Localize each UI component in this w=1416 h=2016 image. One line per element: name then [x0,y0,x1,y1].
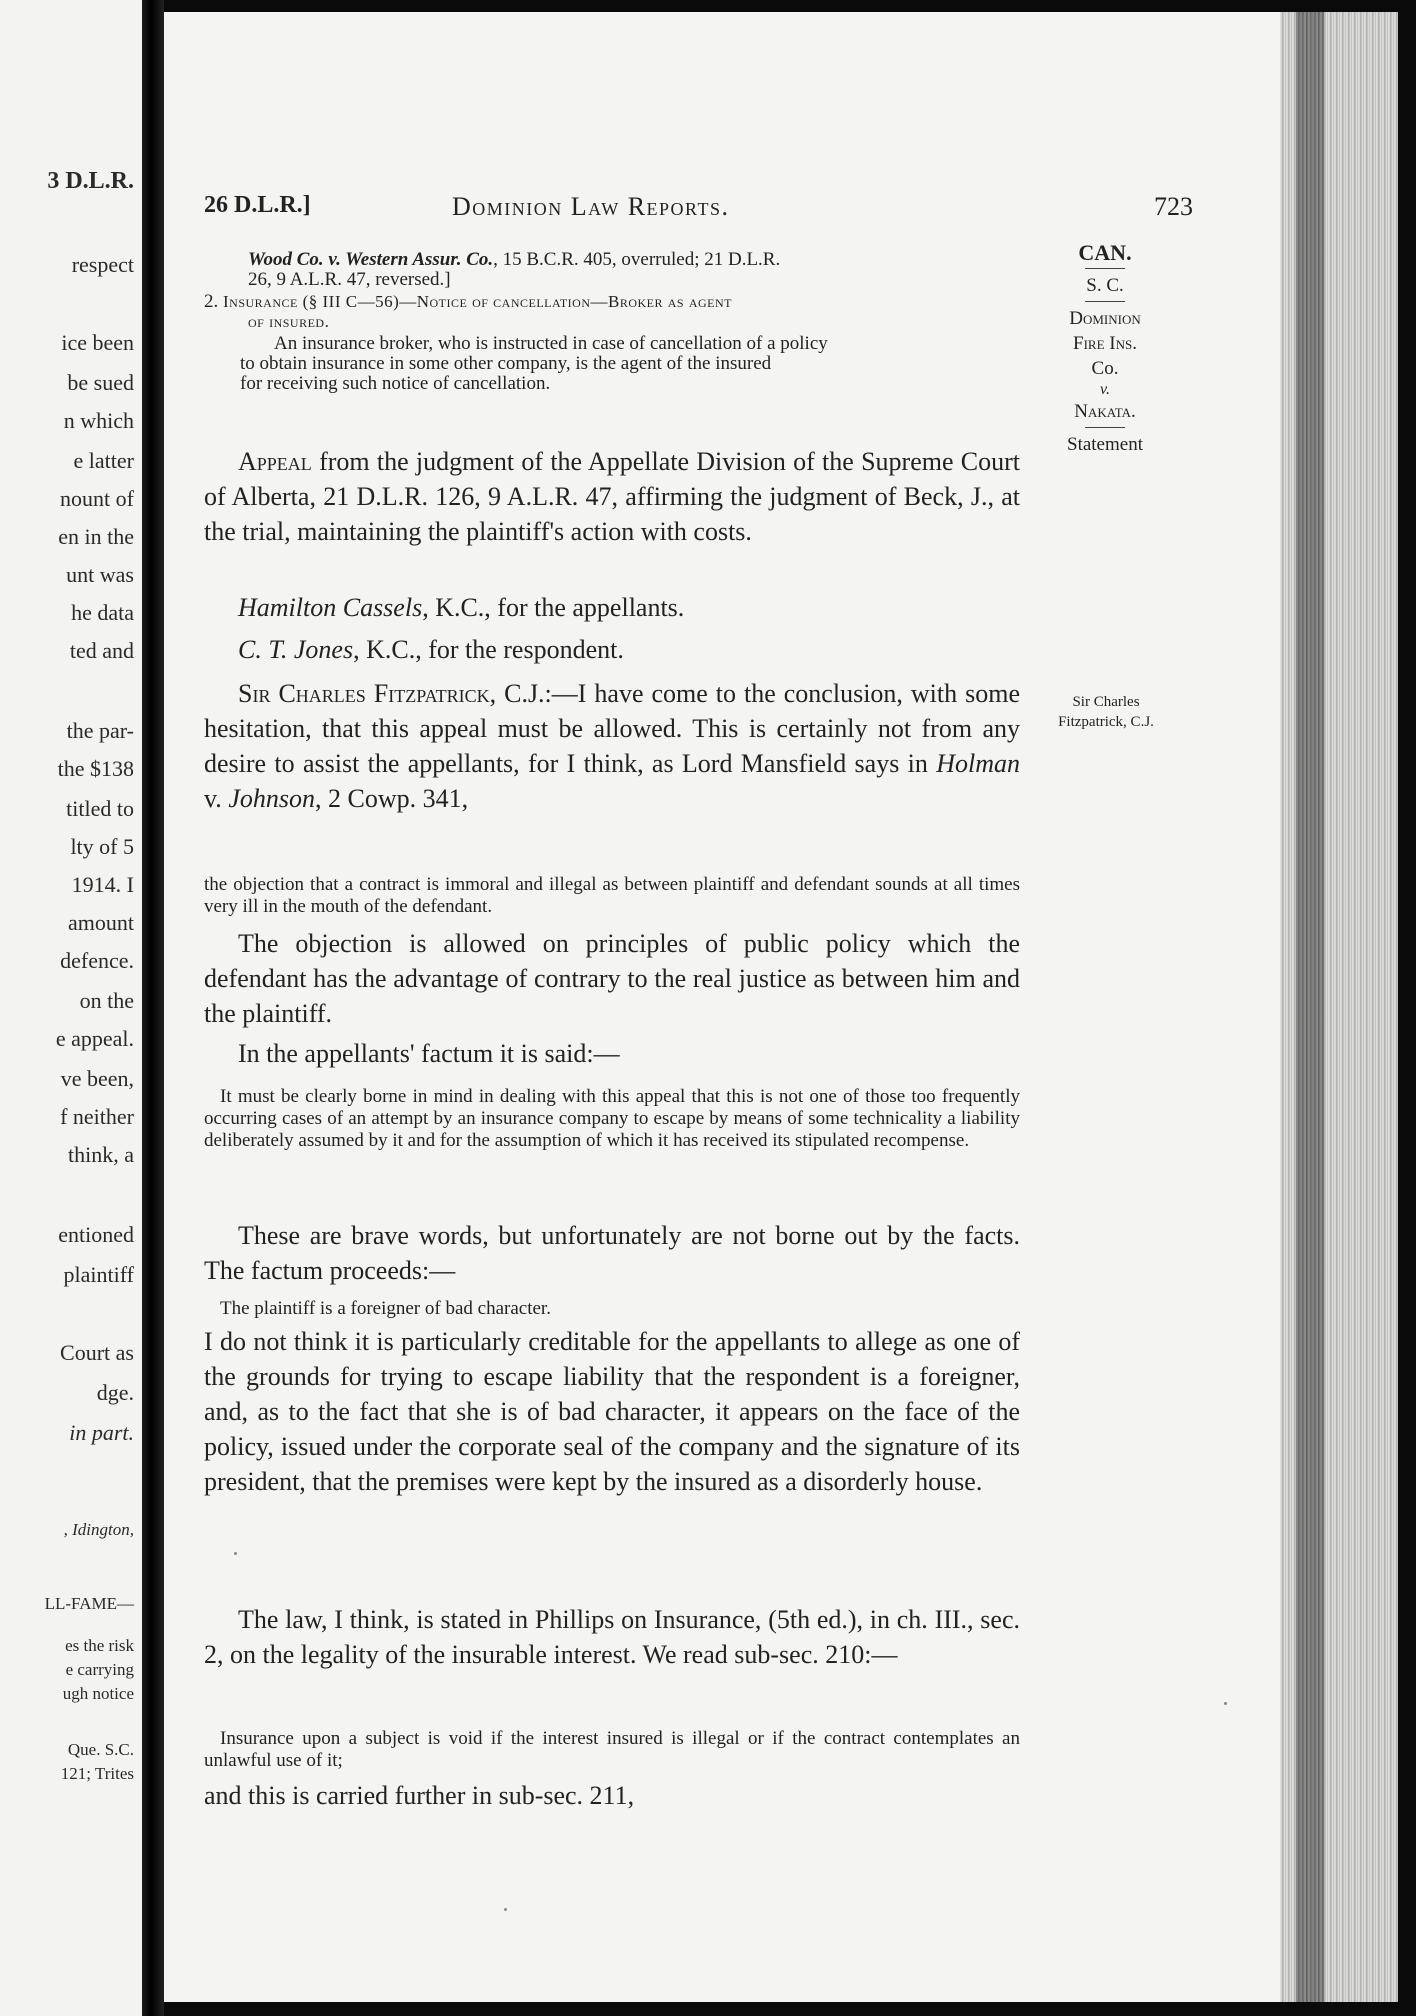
main-page [164,12,1280,2002]
counsel-appellants: Hamilton Cassels, K.C., for the appellants. [238,593,685,622]
book-gutter [142,0,164,2016]
page-edges [1280,12,1398,2002]
left-page-fragment: entioned [58,1222,134,1247]
headnote-line: Wood Co. v. Western Assur. Co., 15 B.C.R. 405, overruled; 21 D.L.R. [248,249,781,270]
margin-notes: CAN. S. C. Dominion Fire Ins. Co. v. Nakata. Statement [1067,240,1143,455]
headnote-line: 26, 9 A.L.R. 47, reversed.] [248,269,451,290]
headnote-line: to obtain insurance in some other company, is the agent of the insured [240,353,772,374]
quote-mansfield: the objection that a contract is immoral and illegal as between plaintiff and defendant sounds at all times very ill in the mouth of the defendant. [204,874,1020,917]
page-number: 723 [1154,192,1193,221]
left-page-fragment: the par- [66,718,134,743]
left-page-fragment: think, a [68,1142,134,1167]
headnote-line: An insurance broker, who is instructed in case of cancellation of a policy [274,333,828,354]
paragraph-creditable: I do not think it is particularly creditable for the appellants to allege as one of the grounds for trying to escape liability that the respondent is a foreigner, and, as to the fact that she is of bad character, it appears on the face of the policy, issued under the corporate seal of the company and the signature of its president, that the premises were kept by the insured as a disorderly house. [204,1327,1020,1496]
left-page-fragment: amount [68,910,134,935]
appeal-paragraph: Appeal from the judgment of the Appellate Division of the Supreme Court of Alberta, 21 D.L.R. 126, 9 A.L.R. 47, affirming the judgment of Beck, J., at the trial, maintaining the plaintiff's action with costs. [204,447,1020,546]
quote-factum: It must be clearly borne in mind in dealing with this appeal that this is not one of those too frequently occurring cases of an attempt by an insurance company to escape by means of some technicality a liability deliberately assumed by it and for the assumption of which it has received its stipulated recompense. [204,1086,1020,1151]
left-page-fragment: e carrying [65,1660,134,1679]
left-page-fragment: on the [79,988,134,1013]
left-page [0,0,142,2016]
left-page-fragment: defence. [60,948,134,973]
left-page-fragment: 1914. I [71,872,134,897]
left-page-fragment: e appeal. [55,1026,134,1051]
counsel-respondent: C. T. Jones, K.C., for the respondent. [238,635,624,664]
left-page-fragment: e latter [73,448,134,473]
paragraph-brave-words: These are brave words, but unfortunately are not borne out by the facts. The factum proceeds:— [204,1221,1020,1285]
paragraph-public-policy: The objection is allowed on principles of public policy which the defendant has the advantage of contrary to the real justice as between him and the plaintiff. [204,929,1020,1028]
paragraph-factum: In the appellants' factum it is said:— [238,1039,620,1068]
left-page-fragment: the $138 [57,756,134,781]
left-page-fragment: ice been [61,330,134,355]
left-page-fragment: es the risk [65,1636,134,1655]
left-page-fragment: be sued [67,370,134,395]
volume-label: 26 D.L.R.] [204,192,311,218]
left-page-fragment: lty of 5 [70,834,134,859]
left-page-fragment: en in the [58,524,134,549]
left-page-fragment: unt was [66,562,134,587]
left-page-fragment: 121; Trites [60,1764,134,1783]
left-page-fragment: ve been, [60,1066,134,1091]
margin-judge-note: Sir Charles Fitzpatrick, C.J. [1058,694,1154,730]
paragraph-sub-sec-211: and this is carried further in sub-sec. 211, [204,1781,635,1810]
left-page-fragment: Court as [60,1340,134,1365]
judgment-opening: Sir Charles Fitzpatrick, C.J.:—I have come to the conclusion, with some hesitation, that this appeal must be allowed. This is certainly not from any desire to assist the appellants, for I think, as Lord Mansfield says in Holman v. Johnson, 2 Cowp. 341, [204,679,1020,813]
headnote-line: 2. Insurance (§ III C—56)—Notice of cancellation—Broker as agent [204,291,733,312]
left-page-fragment: , Idington, [63,1520,134,1539]
left-page-fragment: nount of [60,486,134,511]
left-page-fragment: titled to [66,796,134,821]
left-page-fragment: respect [71,252,134,277]
left-page-fragment: LL-FAME— [44,1594,134,1613]
left-page-fragment: ugh notice [62,1684,134,1703]
headnote-line: of insured. [248,312,330,331]
left-page-fragment: Que. S.C. [67,1740,134,1759]
left-page-fragment: plaintiff [63,1262,134,1287]
headnote-line: for receiving such notice of cancellation. [240,373,551,394]
left-page-fragment: dge. [96,1380,134,1405]
left-page-fragment: f neither [60,1104,134,1129]
left-page-fragment: 3 D.L.R. [47,168,134,194]
quote-plaintiff: The plaintiff is a foreigner of bad character. [220,1298,551,1319]
quote-phillips: Insurance upon a subject is void if the interest insured is illegal or if the contract contemplates an unlawful use of it; [204,1728,1020,1771]
running-title: Dominion Law Reports. [452,192,730,221]
left-page-fragment: ted and [69,638,134,663]
left-page-fragment: he data [71,600,134,625]
left-page-fragment: n which [63,408,134,433]
left-page-fragment: in part. [69,1420,134,1445]
paragraph-phillips: The law, I think, is stated in Phillips on Insurance, (5th ed.), in ch. III., sec. 2, on the legality of the insurable interest. We read sub-sec. 210:— [204,1605,1020,1669]
